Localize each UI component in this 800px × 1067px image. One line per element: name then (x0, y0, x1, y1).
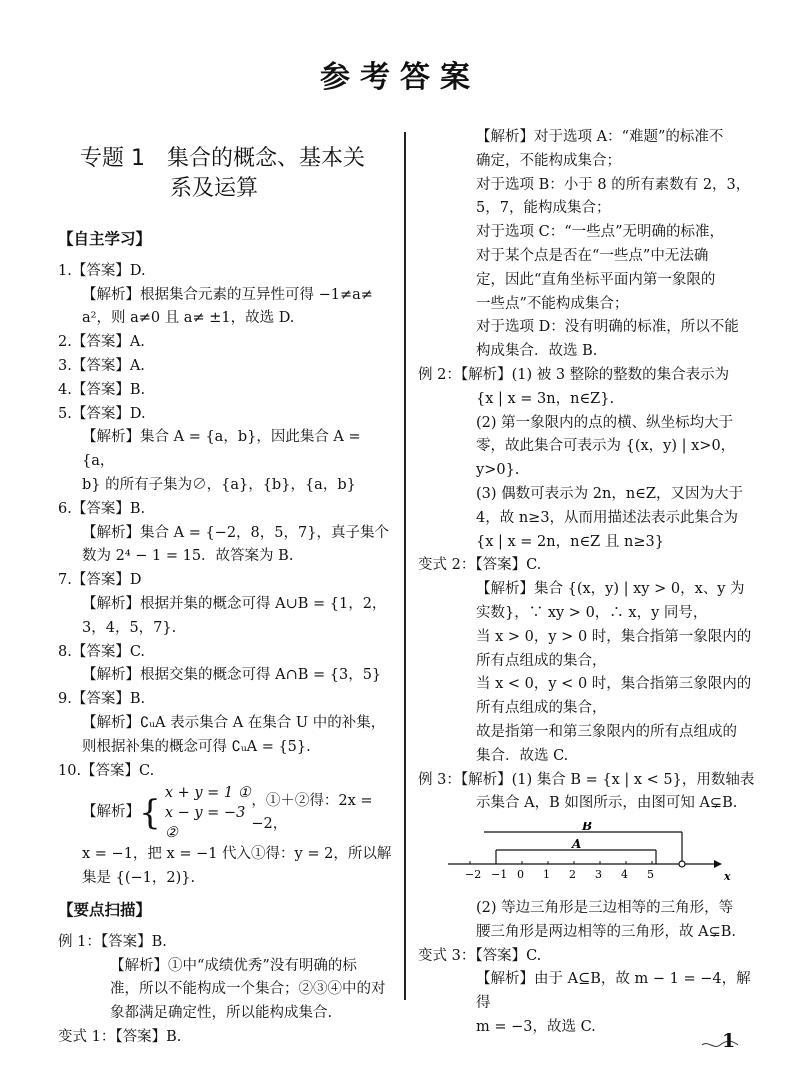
right-line-2: 确定，不能构成集合； (476, 152, 621, 169)
tick-label: −1 (491, 868, 508, 882)
example-3-line3: (2) 等边三角形是三边相等的三角形，等 (476, 899, 734, 916)
example-2-line1: 例 2：【解析】(1) 被 3 整除的整数的集合表示为 (418, 366, 730, 383)
brace-glyph: { (139, 793, 161, 834)
tick-label: 2 (569, 868, 576, 882)
right-line-5: 对于选项 C：“一些点”无明确的标准， (476, 224, 725, 241)
analysis-10-line2: x = −1，把 x = −1 代入①得：y = 2，所以解 (82, 846, 392, 863)
chapter-heading (58, 144, 394, 204)
page-title: 参考答案 (320, 60, 480, 95)
variant-3-line2: 【解析】由于 A⊆B，故 m − 1 = −4，解得 (476, 971, 751, 1012)
variant-2-line2: 【解析】集合 {(x，y) | xy > 0，x、y 为 (476, 581, 745, 598)
tick-label: 3 (595, 868, 602, 882)
answer-4: 4.【答案】B. (58, 381, 146, 398)
variant-2-line9: 集合．故选 C. (476, 747, 569, 764)
example-3-line1: 例 3：【解析】(1) 集合 B = {x | x < 5}，用数轴表 (418, 771, 755, 788)
analysis-6-line2: 数为 2⁴ − 1 = 15．故答案为 B. (82, 548, 294, 565)
example-1-answer: 例 1：【答案】B. (58, 933, 167, 950)
right-line-1: 【解析】对于选项 A：“难题”的标准不 (476, 129, 724, 145)
section-yaodian: 【要点扫描】 (58, 900, 152, 919)
section-zizhu: 【自主学习】 (58, 230, 152, 248)
variant-2-line8: 故是指第一和第三象限内的所有点组成的 (476, 723, 737, 740)
example-2-line2: {x | x = 3n，n∈Z}. (476, 390, 615, 407)
analysis-10-label: 【解析】 (82, 804, 140, 821)
variant-3-line3: m = −3，故选 C. (476, 1018, 596, 1035)
equation-2: x − y = −3 ② (164, 805, 246, 842)
right-line-4: 5，7，能构成集合； (476, 200, 611, 217)
right-column (418, 126, 760, 1040)
analysis-10-line3: 集是 {(−1，2)}. (82, 870, 196, 887)
example-2-line3: (2) 第一象限内的点的横、纵坐标均大于 (476, 414, 734, 431)
analysis-1-line2: a²，则 a≠0 且 a≠ ±1，故选 D. (82, 310, 295, 327)
right-line-6: 对于某个点是否在“一些点”中无法确 (476, 247, 709, 264)
variant-3-answer: 变式 3：【答案】C. (418, 947, 542, 964)
variant-2-line3: 实数}，∵ xy > 0，∴ x，y 同号， (476, 604, 708, 621)
example-1-analysis-line2: 准，所以不能构成一个集合；②③④中的对 (110, 981, 386, 998)
number-line-figure (444, 822, 760, 893)
example-2-line7: 4，故 n≥3，从而用描述法表示此集合为 (476, 509, 739, 526)
answer-6: 6.【答案】B. (58, 500, 146, 517)
variant-2-line6: 当 x < 0，y < 0 时，集合指第三象限内的 (476, 676, 752, 693)
answer-9: 9.【答案】B. (58, 691, 146, 708)
equation-system (165, 783, 252, 843)
answer-3: 3.【答案】A. (58, 357, 145, 374)
analysis-7-line2: 3，4，5，7}. (82, 619, 177, 636)
example-1-analysis-line3: 象都满足确定性，所以能构成集合. (110, 1005, 333, 1022)
tick-label: 1 (543, 868, 550, 882)
example-3-line2: 示集合 A，B 如图所示，由图可知 A⊊B. (476, 795, 738, 812)
right-line-7: 定，因此“直角坐标平面内第一象限的 (476, 271, 716, 288)
right-line-9: 对于选项 D：没有明确的标准，所以不能 (476, 319, 739, 336)
analysis-5-line2: b} 的所有子集为∅，{a}，{b}，{a，b} (82, 476, 356, 493)
tick-label: −2 (465, 868, 482, 882)
answer-10: 10.【答案】C. (58, 762, 155, 779)
analysis-9-line2: 则根据补集的概念可得 ∁ᵤA = {5}. (82, 738, 311, 755)
example-1-analysis-line1: 【解析】①中“成绩优秀”没有明确的标 (110, 957, 357, 974)
open-point-5 (679, 861, 685, 867)
tick-label: 5 (647, 868, 654, 882)
example-3-line4: 腰三角形是两边相等的三角形，故 A⊊B. (476, 923, 736, 940)
axis-label: x (724, 870, 731, 884)
example-2-line6: (3) 偶数可表示为 2n，n∈Z，又因为大于 (476, 485, 743, 502)
example-2-line5: y>0}. (476, 462, 520, 479)
answer-2: 2.【答案】A. (58, 334, 145, 351)
tick-label: 0 (517, 868, 524, 882)
tick-label: 4 (621, 868, 628, 882)
chapter-heading-line2: 系及运算 (170, 176, 259, 201)
left-column (58, 134, 394, 1050)
set-a-label: A (572, 837, 582, 852)
set-b-label: B (582, 822, 593, 834)
variant-1-answer: 变式 1：【答案】B. (58, 1028, 182, 1045)
variant-2-line5: 所有点组成的集合， (476, 652, 607, 669)
equation-1: x + y = 1 ① (164, 785, 251, 802)
analysis-8-line1: 【解析】根据交集的概念可得 A∩B = {3，5} (82, 667, 382, 684)
answer-7: 7.【答案】D (58, 572, 142, 589)
axis-arrow (714, 860, 722, 868)
page-number: 1 (722, 1030, 736, 1052)
right-line-3: 对于选项 B：小于 8 的所有素数有 2，3， (476, 176, 751, 193)
number-line-svg (444, 822, 734, 884)
analysis-10-system (58, 783, 394, 843)
answer-1: 1.【答案】D. (58, 262, 146, 279)
analysis-1-line1: 【解析】根据集合元素的互异性可得 −1≠a≠ (82, 286, 373, 303)
variant-2-line4: 当 x > 0，y > 0 时，集合指第一象限内的 (476, 628, 752, 645)
example-2-line4: 零，故此集合可表示为 {(x，y) | x>0， (476, 438, 736, 455)
answer-8: 8.【答案】C. (58, 643, 146, 660)
variant-2-answer: 变式 2：【答案】C. (418, 557, 542, 574)
analysis-5-line1: 【解析】集合 A = {a，b}，因此集合 A = {a， (82, 429, 361, 470)
column-divider (404, 132, 406, 1000)
analysis-10-rest: ，①＋②得：2x = −2， (251, 792, 373, 833)
analysis-9-line1: 【解析】∁ᵤA 表示集合 A 在集合 U 中的补集， (82, 714, 386, 731)
right-line-10: 构成集合．故选 B. (476, 343, 598, 360)
analysis-6-line1: 【解析】集合 A = {−2，8，5，7}，真子集个 (82, 524, 389, 541)
right-line-8: 一些点”不能构成集合； (476, 295, 629, 312)
answer-5: 5.【答案】D. (58, 405, 146, 422)
example-2-line8: {x | x = 2n，n∈Z 且 n≥3} (476, 533, 664, 550)
variant-2-line7: 所有点组成的集合， (476, 700, 607, 717)
analysis-7-line1: 【解析】根据并集的概念可得 A∪B = {1，2， (82, 595, 387, 612)
chapter-heading-line1: 专题 1 集合的概念、基本关 (80, 146, 365, 171)
